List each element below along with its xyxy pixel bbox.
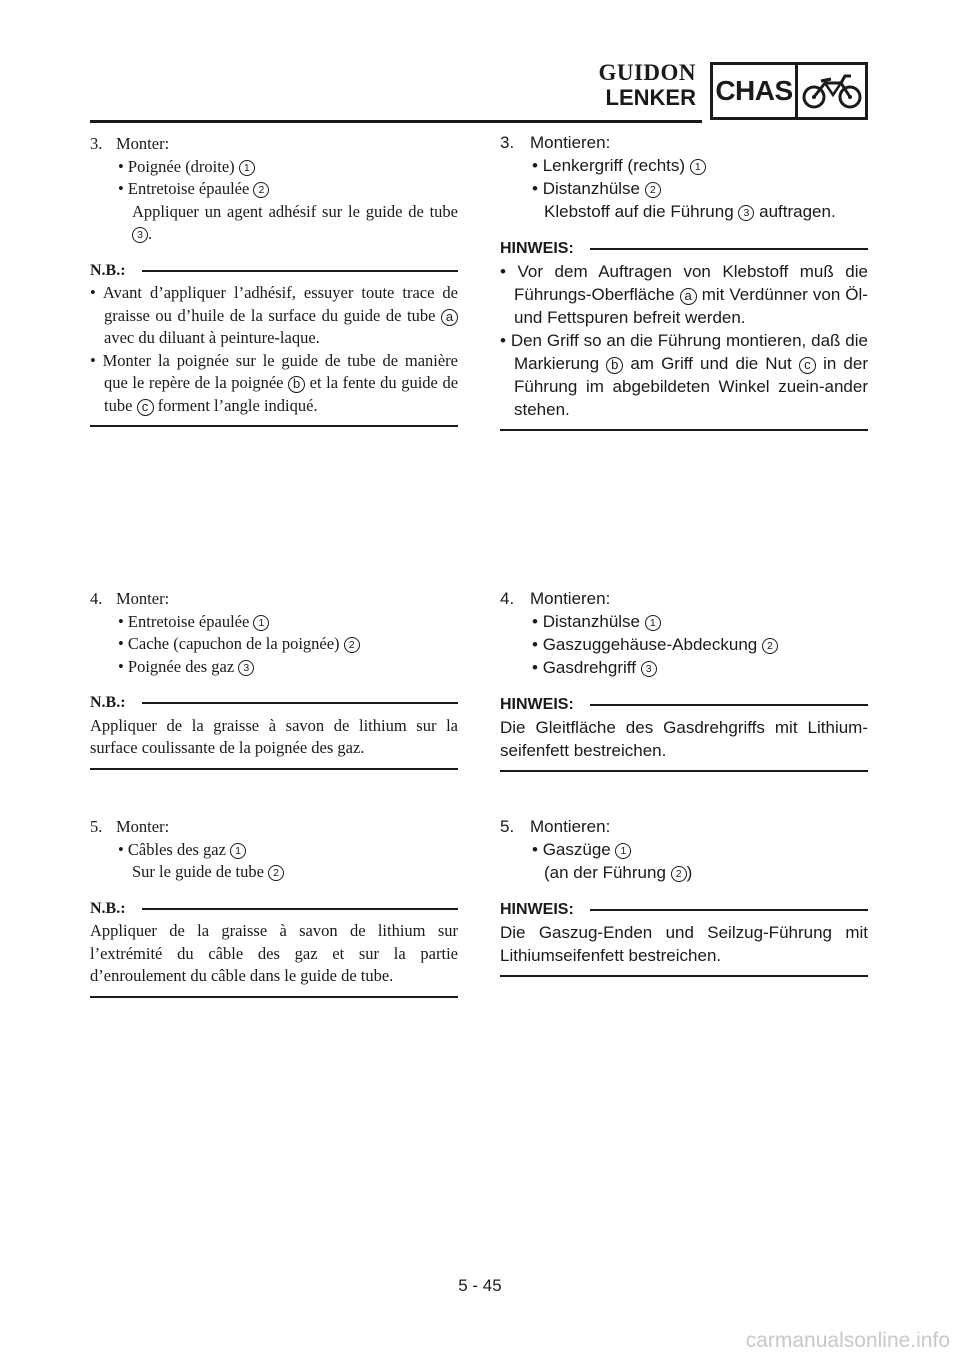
chapter-tab [710,62,868,120]
callout-number: 2 [253,182,269,198]
callout-number: 2 [671,866,687,882]
section-title [598,60,696,110]
callout-number: 1 [690,159,706,175]
note-header: N.B.: [90,692,458,715]
section-title-fr: GUIDON [598,60,696,85]
list-item: • Entretoise épaulée 2 [102,178,458,201]
note-text: Die Gleitfläche des Gasdrehgriffs mit Lithium-seifenfett bestreichen. [500,718,868,760]
instruction-text: Klebstoff auf die Führung 3 auftragen. [544,202,836,221]
note-item: • Monter la poignée sur le guide de tube de manière que le repère de la poignée b et la fente du guide de tube c forment l’angle indiqué. [90,350,459,415]
callout-number: 3 [238,660,254,676]
callout-number: 3 [132,227,148,243]
note-text: Die Gaszug-Enden und Seilzug-Führung mit Lithiumseifenfett bestreichen. [500,923,868,965]
list-item: • Distanzhülse 1 [514,610,868,633]
callout-letter: a [441,309,458,326]
page-number: 5 - 45 [458,1276,502,1295]
callout-number: 1 [239,160,255,176]
callout-number: 1 [645,615,661,631]
list-item: • Lenkergriff (rechts) 1 [514,154,868,177]
step-title: Monter: [116,589,170,608]
note-end-rule [500,429,868,431]
callout-number: 3 [641,661,657,677]
note-text: Appliquer de la graisse à savon de lithium sur la surface coulissante de la poignée des gaz. [90,715,458,757]
note-end-rule [90,768,458,770]
list-item: • Gaszuggehäuse-Abdeckung 2 [514,633,868,656]
callout-number: 1 [253,615,269,631]
instruction-text: Appliquer un agent adhésif sur le guide de tube 3 . [132,201,458,243]
note-header: N.B.: [90,898,458,921]
callout-letter: c [799,357,816,374]
note-item: • Den Griff so an die Führung montieren, daß die Markierung b am Griff und die Nut c in der Führung im abgebildeten Winkel zuein-ander stehen. [500,331,868,419]
callout-number: 3 [738,205,754,221]
step-title: Montieren: [530,817,611,836]
note-header: N.B.: [90,260,458,283]
note-end-rule [90,425,458,427]
fr-step-5: 5. Monter: • Câbles des gaz 1 Sur le guide de tube 2 N.B.: Appliquer de la graisse à savon de lithium sur l’extrémité du câble des gaz et sur la partie d’enroulement du câble dans le guide de tube. [90,816,458,998]
callout-number: 1 [230,843,246,859]
list-item: • Câbles des gaz 1 [102,839,458,862]
de-step-3: 3. Montieren: • Lenkergriff (rechts) 1 • Distanzhülse 2 Klebstoff auf die Führung 3 auftragen. HINWEIS: • Vor dem Auftragen von Klebstoff muß die Führungs-Oberfläche a mit Verdünner von Öl- und Fettspuren befreit werden. • Den Griff so an die Führung montieren, daß die Markierung b am Griff und die Nut c in der Führung im abgebildeten Winkel zuein-ander stehen. [500,131,868,431]
note-header: HINWEIS: [500,237,868,260]
note-item: • Vor dem Auftragen von Klebstoff muß die Führungs-Oberfläche a mit Verdünner von Öl- und Fettspuren befreit werden. [500,262,868,327]
step-title: Monter: [116,817,170,836]
callout-letter: b [606,357,623,374]
instruction-text: (an der Führung 2 ) [544,863,693,882]
callout-letter: a [680,288,697,305]
list-item: • Poignée des gaz 3 [102,656,458,679]
watermark: carmanualsonline.info [745,1329,950,1352]
fr-step-4: 4. Monter: • Entretoise épaulée 1 • Cache (capuchon de la poignée) 2 • Poignée des gaz 3 N.B.: Appliquer de la graisse à savon de lithium sur la surface coulissante de la poignée des gaz. [90,588,458,770]
list-item: • Distanzhülse 2 [514,177,868,200]
note-end-rule [500,975,868,977]
callout-number: 2 [344,637,360,653]
note-header: HINWEIS: [500,898,868,921]
list-item: • Gasdrehgriff 3 [514,656,868,679]
note-end-rule [500,770,868,772]
header-rule [90,120,702,123]
list-item: • Entretoise épaulée 1 [102,611,458,634]
note-end-rule [90,996,458,998]
instruction-text: Sur le guide de tube 2 [90,861,458,884]
fr-step-3: 3. Monter: • Poignée (droite) 1 • Entretoise épaulée 2 Appliquer un agent adhésif sur le guide de tube 3 . N.B.: • Avant d’appliquer l’adhésif, essuyer toute trace de graisse ou d’huile de la surface du guide de tube a avec du diluant à peinture-laque. • Monter la poignée sur le guide de tube de manière que le repère de la poignée b et la fente du guide de tube c forment l’angle indiqué. [90,133,458,427]
callout-number: 1 [615,843,631,859]
step-title: Monter: [116,134,170,153]
callout-number: 2 [762,638,778,654]
chapter-label: CHAS [713,65,798,117]
list-item: • Gaszüge 1 [514,838,868,861]
motorcycle-icon [798,65,865,117]
step-title: Montieren: [530,133,611,152]
callout-letter: c [137,399,154,416]
list-item: • Poignée (droite) 1 [102,156,458,179]
de-step-5: 5. Montieren: • Gaszüge 1 (an der Führung 2 ) HINWEIS: Die Gaszug-Enden und Seilzug-Führung mit Lithiumseifenfett bestreichen. [500,815,868,977]
callout-number: 2 [645,182,661,198]
callout-number: 2 [268,865,284,881]
note-item: • Avant d’appliquer l’adhésif, essuyer toute trace de graisse ou d’huile de la surface du guide de tube a avec du diluant à peinture-laque. [90,283,458,347]
list-item: • Cache (capuchon de la poignée) 2 [102,633,458,656]
note-header: HINWEIS: [500,693,868,716]
note-text: Appliquer de la graisse à savon de lithium sur l’extrémité du câble des gaz et sur la partie d’enroulement du câble dans le guide de tube. [90,921,458,985]
step-title: Montieren: [530,589,611,608]
section-title-de: LENKER [605,85,696,110]
callout-letter: b [288,376,305,393]
de-step-4: 4. Montieren: • Distanzhülse 1 • Gaszuggehäuse-Abdeckung 2 • Gasdrehgriff 3 HINWEIS: Die Gleitfläche des Gasdrehgriffs mit Lithium-seifenfett bestreichen. [500,587,868,772]
